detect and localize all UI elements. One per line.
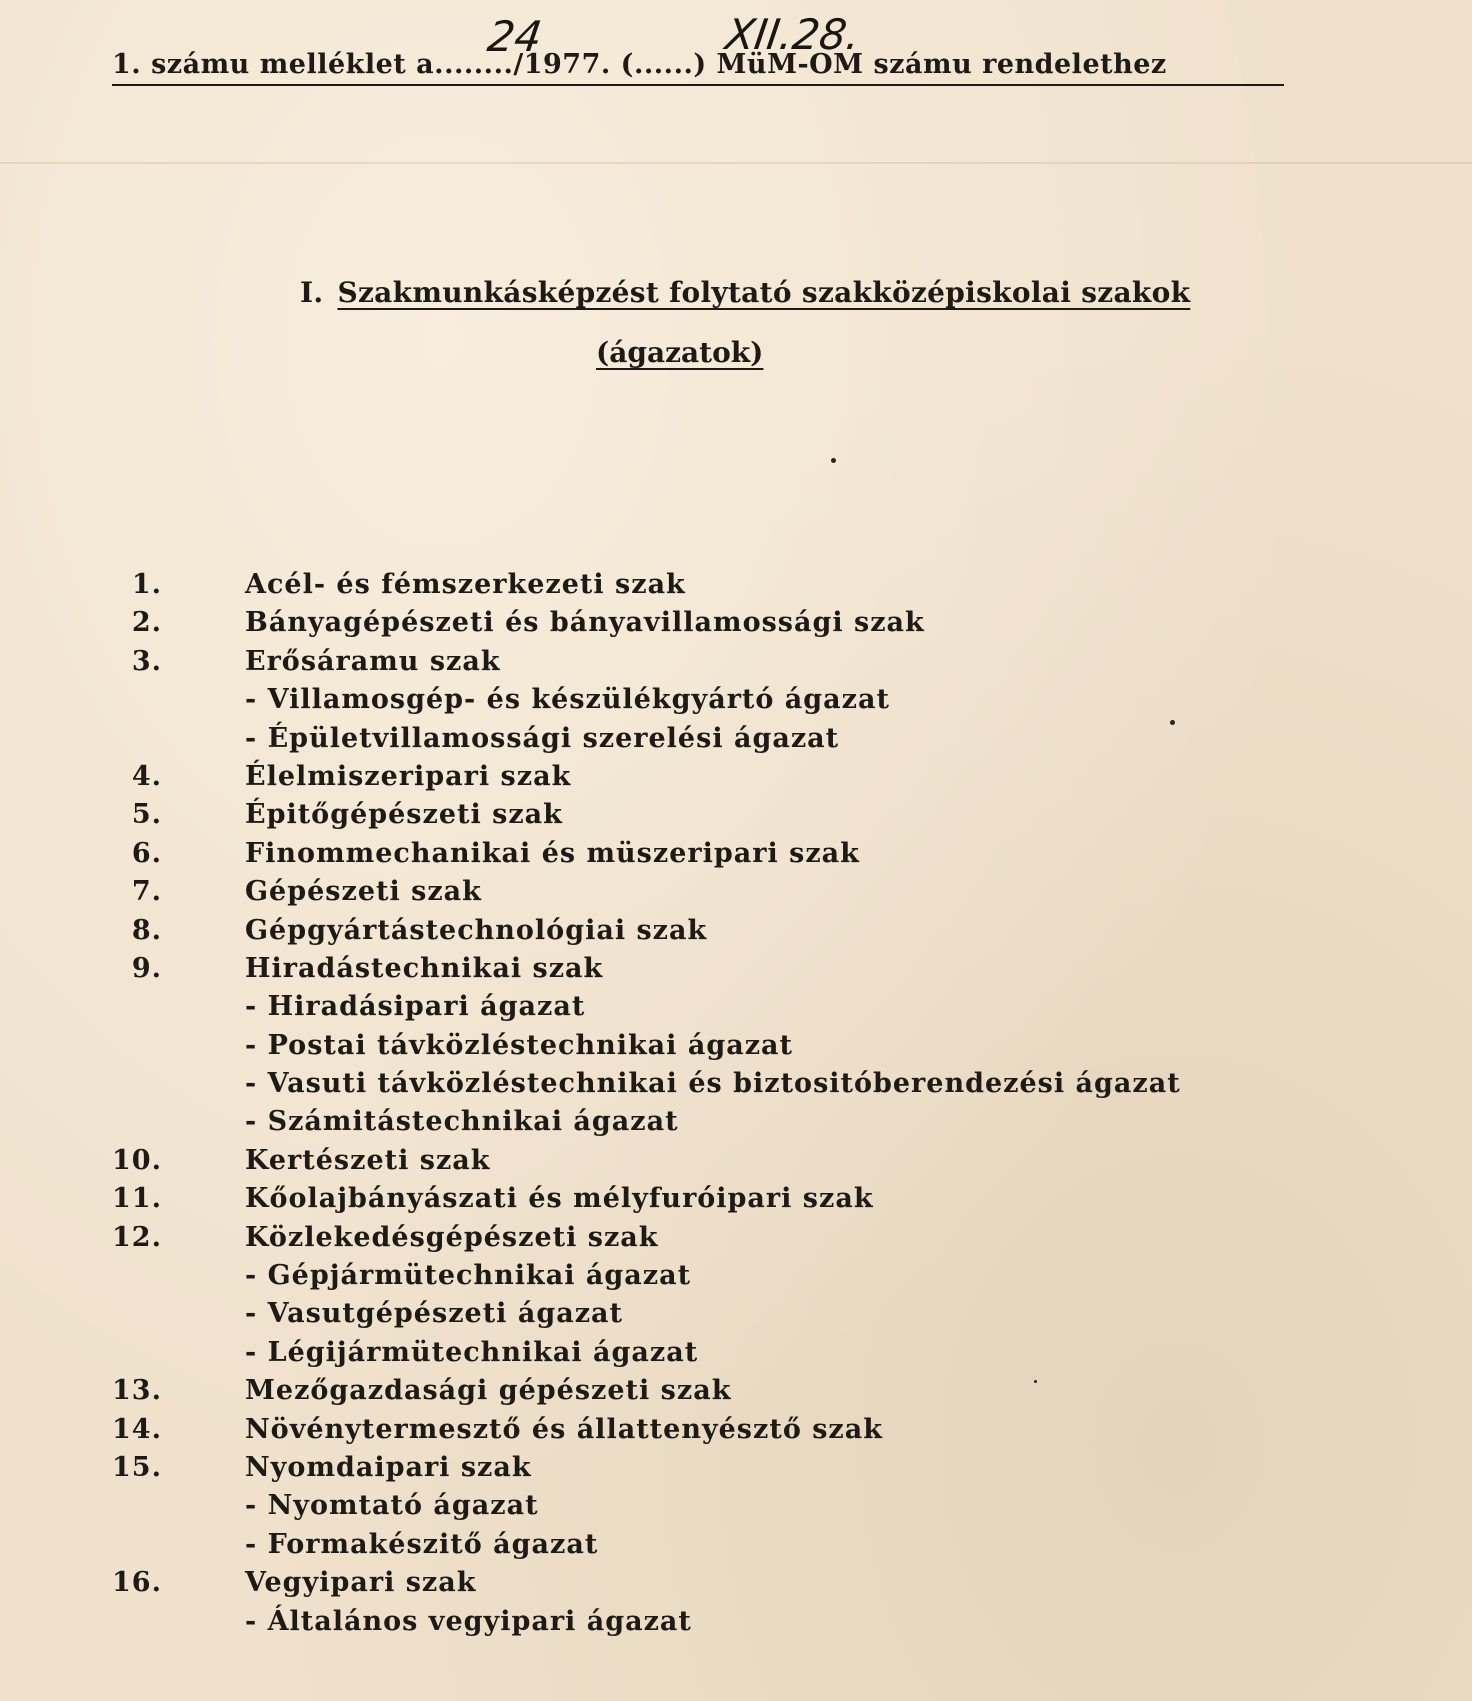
list-subitem-label: - Gépjármütechnikai ágazat bbox=[245, 1260, 692, 1292]
list-item-number: 14. bbox=[112, 1413, 162, 1445]
list-item-label: Élelmiszeripari szak bbox=[245, 760, 572, 792]
specialty-list bbox=[0, 566, 1472, 1641]
paper-speck bbox=[831, 458, 836, 463]
header-dots-2: ...... bbox=[633, 49, 694, 80]
list-item-number: 5. bbox=[131, 799, 162, 831]
list-item-number: 16. bbox=[112, 1567, 162, 1599]
list-item-label: Vegyipari szak bbox=[245, 1567, 477, 1599]
list-item-number: 1. bbox=[131, 569, 162, 600]
list-subitem-label: - Formakészitő ágazat bbox=[245, 1528, 599, 1560]
list-subitem bbox=[0, 1065, 1472, 1103]
section-subtitle: (ágazatok) bbox=[596, 336, 764, 369]
list-item-number: 3. bbox=[131, 645, 162, 677]
list-item-label: Gépgyártástechnológiai szak bbox=[245, 914, 708, 946]
list-subitem bbox=[0, 1334, 1472, 1372]
list-subitem bbox=[0, 720, 1472, 758]
section-title-text: Szakmunkásképzést folytató szakközépiskolai szakok bbox=[337, 276, 1191, 309]
list-subitem-label: - Számitástechnikai ágazat bbox=[245, 1106, 679, 1138]
header-dots-1: ........ bbox=[434, 49, 514, 80]
list-subitem-label: - Általános vegyipari ágazat bbox=[245, 1605, 692, 1637]
section-roman-numeral: I. bbox=[300, 276, 324, 309]
list-item bbox=[0, 835, 1472, 873]
list-subitem-label: - Épületvillamossági szerelési ágazat bbox=[245, 722, 840, 754]
list-item-label: Mezőgazdasági gépészeti szak bbox=[245, 1375, 732, 1407]
list-item bbox=[0, 1142, 1472, 1180]
paper-fold-line bbox=[0, 162, 1472, 164]
list-item bbox=[0, 1219, 1472, 1257]
list-subitem bbox=[0, 1526, 1472, 1564]
list-subitem bbox=[0, 988, 1472, 1026]
list-item bbox=[0, 643, 1472, 681]
list-subitem bbox=[0, 1295, 1472, 1333]
list-item-label: Kőolajbányászati és mélyfuróipari szak bbox=[245, 1183, 874, 1215]
list-subitem bbox=[0, 1487, 1472, 1525]
list-item-label: Közlekedésgépészeti szak bbox=[245, 1221, 659, 1253]
list-subitem bbox=[0, 681, 1472, 719]
list-item-label: Növénytermesztő és állattenyésztő szak bbox=[245, 1413, 883, 1445]
header-suffix: ) MüM-OM számu rendelethez bbox=[693, 49, 1167, 80]
list-item-label: Bányagépészeti és bányavillamossági szak bbox=[245, 607, 925, 639]
list-item-number: 15. bbox=[112, 1451, 162, 1483]
list-item-number: 2. bbox=[131, 607, 162, 639]
list-subitem-label: - Postai távközléstechnikai ágazat bbox=[245, 1029, 793, 1061]
list-item-label: Acél- és fémszerkezeti szak bbox=[245, 569, 686, 600]
list-item-number: 11. bbox=[112, 1183, 162, 1215]
list-subitem-label: - Légijármütechnikai ágazat bbox=[245, 1336, 699, 1368]
list-item-number: 9. bbox=[131, 952, 162, 984]
list-subitem-label: - Vasutgépészeti ágazat bbox=[245, 1298, 623, 1330]
list-item-label: Hiradástechnikai szak bbox=[245, 952, 604, 984]
list-item bbox=[0, 1411, 1472, 1449]
list-subitem bbox=[0, 1257, 1472, 1295]
list-item bbox=[0, 604, 1472, 642]
handwritten-date: XII.28. bbox=[722, 10, 864, 59]
list-item-number: 12. bbox=[112, 1221, 162, 1253]
list-item-number: 7. bbox=[131, 876, 162, 908]
list-item bbox=[0, 1180, 1472, 1218]
list-subitem-label: - Hiradásipari ágazat bbox=[245, 991, 586, 1023]
list-item bbox=[0, 566, 1472, 604]
list-item-number: 6. bbox=[131, 837, 162, 869]
list-item-label: Kertészeti szak bbox=[245, 1144, 491, 1176]
list-item-number: 13. bbox=[112, 1375, 162, 1407]
list-item-number: 10. bbox=[112, 1144, 162, 1176]
list-item-label: Nyomdaipari szak bbox=[245, 1451, 532, 1483]
list-subitem-label: - Vasuti távközléstechnikai és biztositóberendezési ágazat bbox=[245, 1068, 1181, 1100]
list-item bbox=[0, 1449, 1472, 1487]
list-subitem bbox=[0, 1027, 1472, 1065]
list-item bbox=[0, 873, 1472, 911]
list-item bbox=[0, 1564, 1472, 1602]
list-item-label: Gépészeti szak bbox=[245, 876, 482, 908]
list-item bbox=[0, 796, 1472, 834]
list-item bbox=[0, 912, 1472, 950]
list-item-label: Erősáramu szak bbox=[245, 645, 501, 677]
list-item-label: Épitőgépészeti szak bbox=[245, 799, 563, 831]
list-subitem-label: - Villamosgép- és készülékgyártó ágazat bbox=[245, 684, 890, 716]
list-item-label: Finommechanikai és müszeripari szak bbox=[245, 837, 860, 869]
list-item-number: 4. bbox=[131, 760, 162, 792]
list-item bbox=[0, 950, 1472, 988]
list-item bbox=[0, 758, 1472, 796]
header-year: /1977. ( bbox=[513, 49, 634, 80]
list-item bbox=[0, 1372, 1472, 1410]
list-subitem bbox=[0, 1103, 1472, 1141]
list-item-number: 8. bbox=[131, 914, 162, 946]
list-subitem bbox=[0, 1603, 1472, 1641]
document-header bbox=[112, 48, 1284, 86]
section-title bbox=[300, 276, 1190, 309]
header-prefix: 1. számu melléklet a bbox=[112, 49, 435, 80]
list-subitem-label: - Nyomtató ágazat bbox=[245, 1490, 539, 1522]
handwritten-number: 24 bbox=[484, 12, 545, 61]
